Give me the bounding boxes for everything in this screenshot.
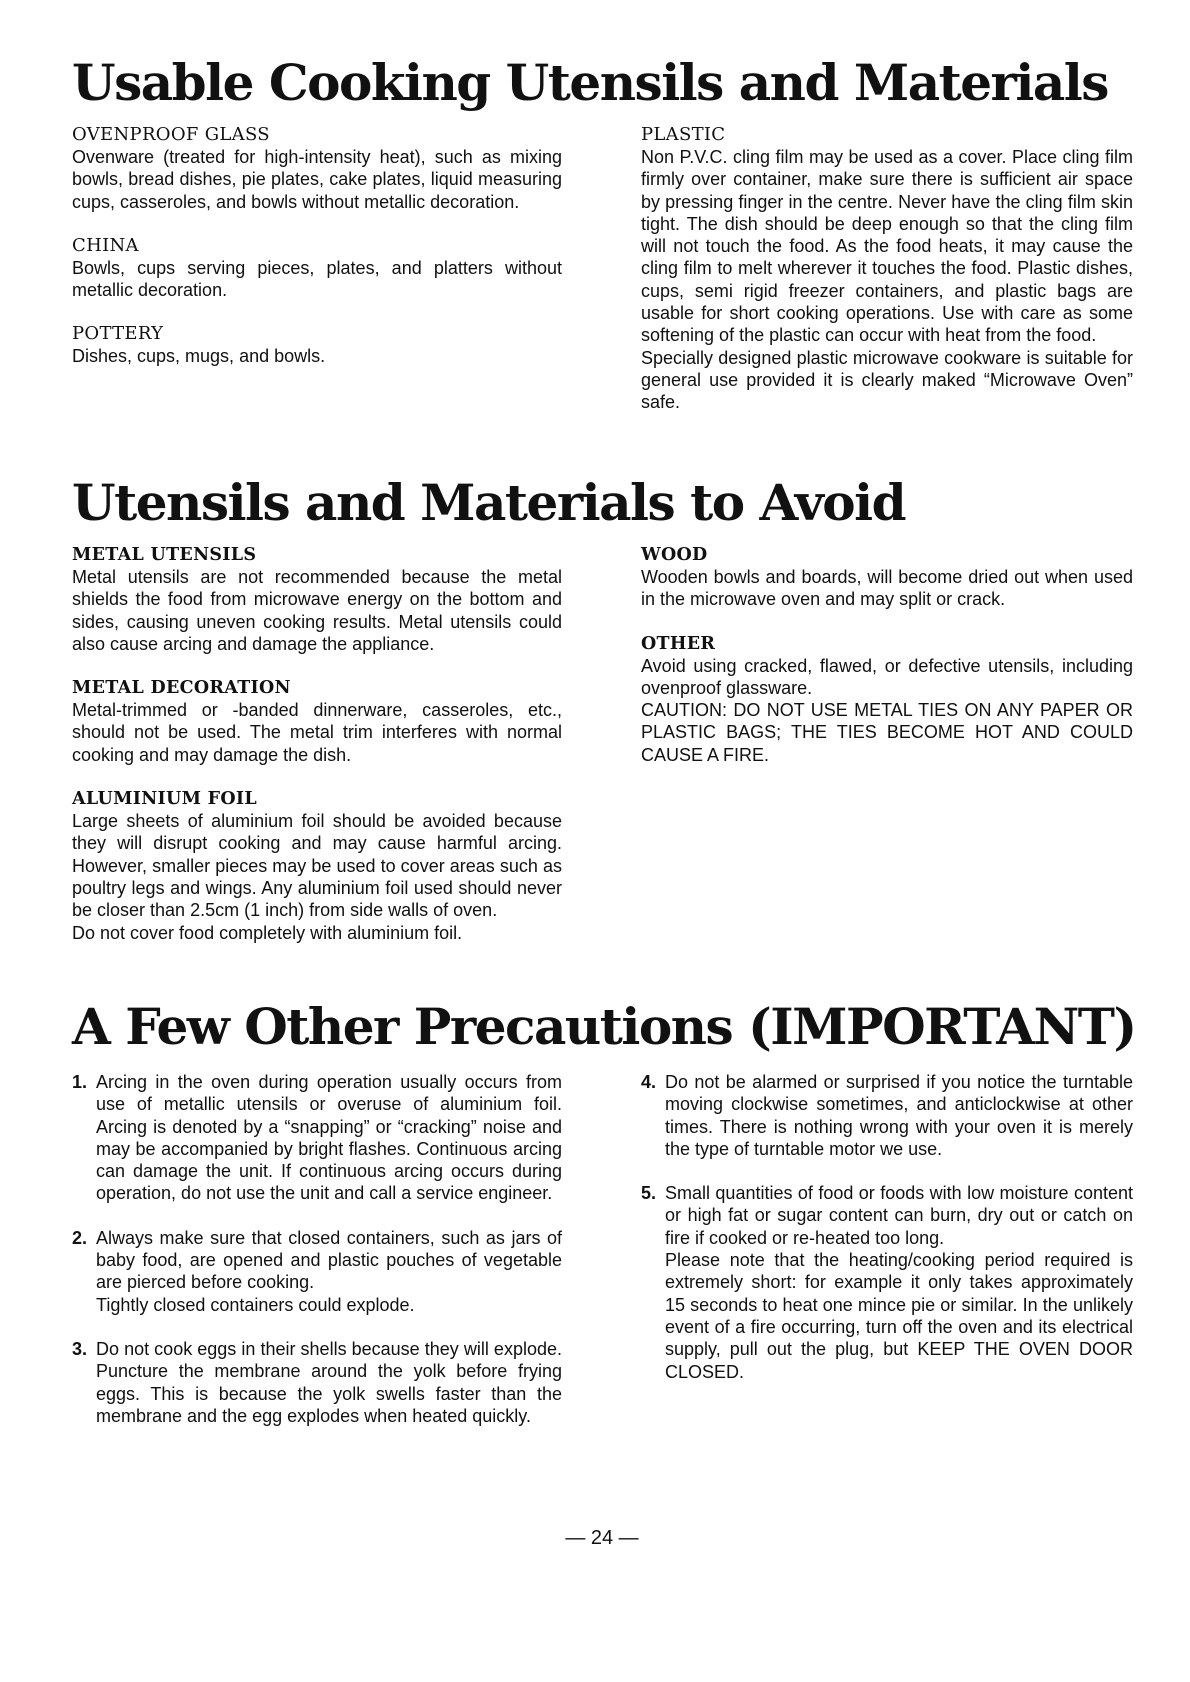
china-heading: CHINA <box>72 234 139 256</box>
pottery-section <box>72 323 562 367</box>
aluminium-foil-heading: ALUMINIUM FOIL <box>72 789 258 810</box>
other-section <box>641 633 1133 766</box>
precautions-left-column <box>72 1071 562 1449</box>
item-number: 1. <box>72 1072 88 1092</box>
avoid-left-column <box>72 544 562 966</box>
item-text-2: Please note that the heating/cooking period required is extremely short: for example it only takes approximately 15 seconds to heat one mince pie or similar. In the unlikely event of a fire occurring, turn off the oven and its electrical supply, pull out the plug, but KEEP THE OVEN DOOR CLOSED. <box>665 1250 1133 1382</box>
plastic-text-2: Specially designed plastic microwave cookware is suitable for general use provided it is clearly maked “Microwave Oven” safe. <box>641 347 1133 413</box>
metal-decoration-heading: METAL DECORATION <box>72 678 291 699</box>
pottery-heading: POTTERY <box>72 323 164 345</box>
other-heading: OTHER <box>641 633 716 654</box>
item-text: Do not be alarmed or surprised if you notice the turntable moving clockwise sometimes, and anticlockwise at other times. There is nothing wrong with your oven it is merely the type of turntable motor we use. <box>665 1072 1133 1159</box>
plastic-section <box>641 124 1133 414</box>
precautions-list-left <box>72 1071 562 1427</box>
wood-heading: WOOD <box>641 545 708 565</box>
precautions-title: A Few Other Precautions (IMPORTANT) <box>72 997 1136 1056</box>
metal-utensils-heading: METAL UTENSILS <box>72 545 257 565</box>
item-number: 3. <box>72 1338 88 1359</box>
avoid-title: Utensils and Materials to Avoid <box>72 473 906 532</box>
page-number: — 24 — <box>565 1527 639 1549</box>
aluminium-foil-text: Large sheets of aluminium foil should be avoided because they will disrupt cooking and may cause harmful arcing. However, smaller pieces may be used to cover areas such as poultry legs and wings. Any aluminium foil used should never be closer than 2.5cm (1 inch) from side walls of oven. <box>72 811 562 921</box>
usable-right-column <box>641 124 1133 436</box>
item-text: Do not cook eggs in their shells because they will explode. Puncture the membrane around the yolk before frying eggs. This is because the yolk swells faster than the membrane and the egg explodes when heated quickly. <box>96 1338 562 1426</box>
metal-decoration-text: Metal-trimmed or -banded dinnerware, casseroles, etc., should not be used. The metal trim interferes with normal cooking and may damage the dish. <box>72 700 562 765</box>
wood-text: Wooden bowls and boards, will become dried out when used in the microwave oven and may split or crack. <box>641 567 1133 610</box>
item-text-2: Tightly closed containers could explode. <box>96 1294 415 1315</box>
usable-title: Usable Cooking Utensils and Materials <box>72 53 1108 112</box>
ovenproof-glass-text: Ovenware (treated for high-intensity heat), such as mixing bowls, bread dishes, pie plates, cake plates, liquid measuring cups, casseroles, and bowls without metallic decoration. <box>72 147 562 212</box>
plastic-heading: PLASTIC <box>641 124 726 145</box>
china-text: Bowls, cups serving pieces, plates, and platters without metallic decoration. <box>72 257 562 301</box>
item-number: 5. <box>641 1183 657 1204</box>
list-item <box>641 1071 1133 1160</box>
aluminium-foil-text-2: Do not cover food completely with aluminium foil. <box>72 922 463 943</box>
avoid-right-column <box>641 544 1133 788</box>
precautions-right-column <box>641 1071 1133 1405</box>
pottery-text: Dishes, cups, mugs, and bowls. <box>72 346 326 367</box>
item-text: Arcing in the oven during operation usually occurs from use of metallic utensils or overuse of aluminium foil. Arcing is denoted by a “snapping” or “cracking” noise and may be accompanied by bright flashes. Continuous arcing can damage the unit. If continuous arcing occurs during operation, do not use the unit and call a service engineer. <box>96 1072 562 1204</box>
ovenproof-glass-section <box>72 124 562 213</box>
metal-utensils-text: Metal utensils are not recommended because the metal shields the food from microwave energy on the bottom and sides, causing uneven cooking results. Metal utensils could also cause arcing and damage the appliance. <box>72 567 562 654</box>
precautions-list-right <box>641 1071 1133 1383</box>
metal-decoration-section <box>72 677 562 766</box>
item-number: 2. <box>72 1227 88 1248</box>
item-text: Always make sure that closed containers, such as jars of baby food, are opened and plastic pouches of vegetable are pierced before cooking. <box>96 1227 562 1293</box>
aluminium-foil-section <box>72 788 562 944</box>
usable-left-column <box>72 124 562 390</box>
list-item <box>641 1182 1133 1383</box>
metal-utensils-section <box>72 544 562 655</box>
plastic-text: Non P.V.C. cling film may be used as a cover. Place cling film firmly over container, make sure there is sufficient air space by pressing finger in the centre. Never have the cling film skin tight. The dish should be deep enough so that the cling film will not touch the food. As the food heats, it may cause the cling film to melt wherever it touches the food. Plastic dishes, cups, semi rigid freezer containers, and plastic bags are usable for short cooking operations. Use with care as some softening of the plastic can occur with heat from the food. <box>641 147 1133 346</box>
china-section <box>72 235 562 302</box>
caution-text: CAUTION: DO NOT USE METAL TIES ON ANY PAPER OR PLASTIC BAGS; THE TIES BECOME HOT AND COULD CAUSE A FIRE. <box>641 700 1133 765</box>
wood-section <box>641 544 1133 611</box>
other-text: Avoid using cracked, flawed, or defective utensils, including ovenproof glassware. <box>641 655 1133 698</box>
ovenproof-glass-heading: OVENPROOF GLASS <box>72 124 270 145</box>
item-number: 4. <box>641 1072 657 1092</box>
item-text: Small quantities of food or foods with low moisture content or high fat or sugar content can burn, dry out or catch on fire if cooked or re-heated too long. <box>665 1183 1133 1248</box>
list-item <box>72 1071 562 1205</box>
list-item <box>72 1227 562 1316</box>
list-item <box>72 1338 562 1427</box>
